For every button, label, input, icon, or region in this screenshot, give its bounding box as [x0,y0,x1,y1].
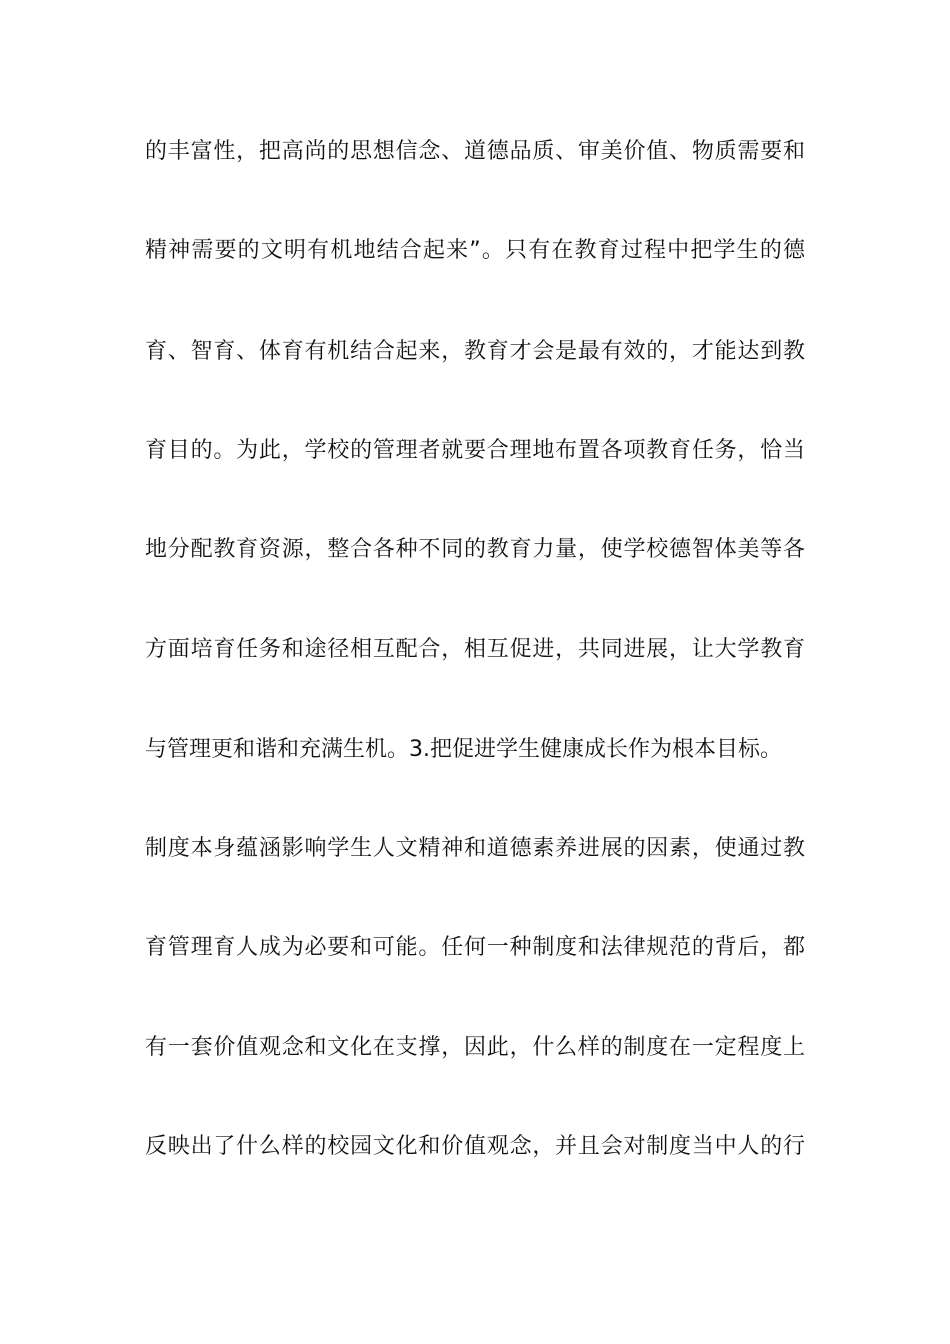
text-line: 的丰富性，把高尚的思想信念、道德品质、审美价值、物质需要和 [145,139,805,164]
text-line: 方面培育任务和途径相互配合，相互促进，共同进展，让大学教育 [145,637,805,662]
text-line: 与管理更和谐和充满生机。3.把促进学生健康成长作为根本目标。 [145,737,782,762]
text-line: 育、智育、体育有机结合起来，教育才会是最有效的，才能达到教 [145,339,805,364]
text-line: 育管理育人成为必要和可能。任何一种制度和法律规范的背后，都 [145,935,805,960]
text-line: 精神需要的文明有机地结合起来”。只有在教育过程中把学生的德 [145,238,805,263]
text-line: 制度本身蕴涵影响学生人文精神和道德素养进展的因素，使通过教 [145,836,805,861]
text-line: 地分配教育资源，整合各种不同的教育力量，使学校德智体美等各 [145,537,805,562]
text-line: 育目的。为此，学校的管理者就要合理地布置各项教育任务，恰当 [145,438,805,463]
text-line: 反映出了什么样的校园文化和价值观念，并且会对制度当中人的行 [145,1134,805,1159]
text-line: 有一套价值观念和文化在支撑，因此，什么样的制度在一定程度上 [145,1035,805,1060]
